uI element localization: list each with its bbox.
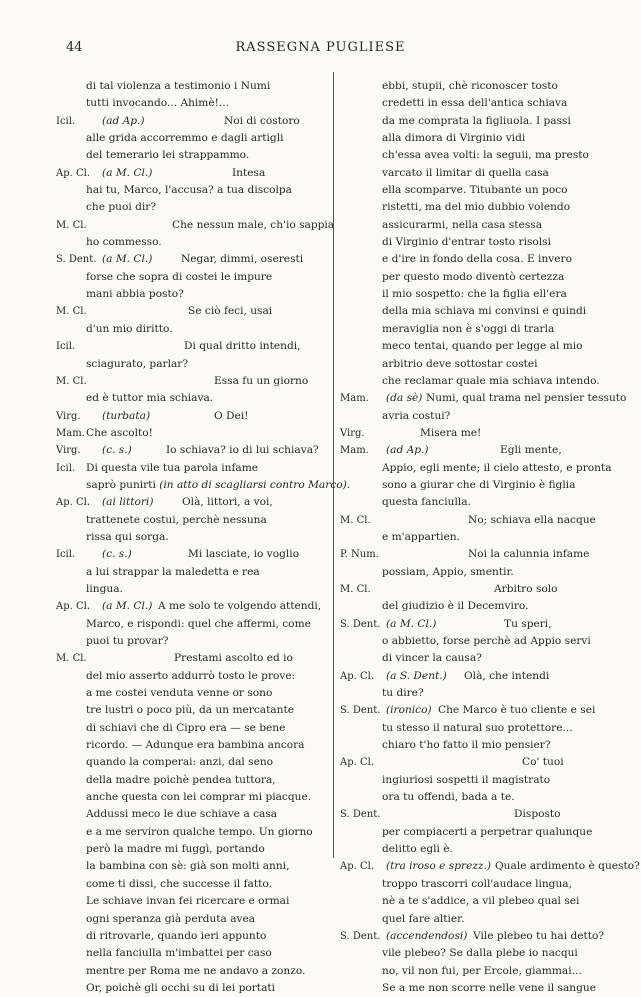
verse-line [340,598,610,615]
speaker-label: S. Dent. [340,930,381,942]
verse-text: come ti dissi, che successe il fatto. [86,877,272,890]
verse-line [340,737,610,754]
verse-text: del giudizio è il Decemviro. [382,600,529,613]
verse-text: forse che sopra di costei le impure [86,270,273,283]
stage-direction: (da sè) [386,392,423,405]
stage-direction: (accendendosi) [386,929,468,942]
stage-direction: (ad Ap.) [386,444,429,457]
verse-line [340,980,610,997]
verse-line [340,841,610,858]
verse-line [340,165,610,182]
verse-line [340,442,610,459]
verse-line [56,182,326,199]
verse-text: per compiacerti a perpetrar qualunque [382,825,593,838]
verse-line [340,373,610,390]
verse-text: Che Marco è tuo cliente e sei [438,704,596,717]
verse-line [56,460,326,477]
verse-text: arbitrio deve sottostar costei [382,357,538,370]
page-header [0,40,641,62]
verse-line [56,442,326,459]
verse-text: ho commesso. [86,236,162,249]
verse-line [56,893,326,910]
verse-text: no, vil non fui, per Ercole, giammai... [382,964,582,977]
verse-text: saprò punirti [86,478,156,491]
stage-direction: (a M. Cl.) [386,617,437,630]
verse-text: della madre poichè pendea tuttora, [86,773,276,786]
verse-line [56,754,326,771]
verse-line [56,685,326,702]
verse-line [56,269,326,286]
verse-text: Noi di costoro [224,114,300,127]
stage-direction: (tra iroso e sprezz.) [386,860,492,873]
verse-text: avria costui? [382,409,451,422]
verse-line [340,806,610,823]
verse-text: O Dei! [214,409,249,422]
verse-text: ed è tuttor mia schiava. [86,392,214,405]
verse-text: la bambina con sè: già son molti anni, [86,860,290,873]
speaker-label: Icil. [56,341,76,353]
verse-text: puoi tu provar? [86,635,169,647]
verse-text: rissa qui sorga. [86,530,169,543]
verse-text: del temerario lei strappammo. [86,149,250,162]
verse-line [340,408,610,425]
stage-direction: (c. s.) [102,444,132,457]
verse-text: mentre per Roma me ne andavo a zonzo. [86,964,306,977]
verse-line [56,95,326,112]
verse-text: quando la comperai: anzi, dal seno [86,756,274,769]
verse-line [340,564,610,581]
verse-line [56,546,326,563]
verse-text: tu stesso il natural suo protettore... [382,721,573,734]
verse-text: Egli mente, [500,444,562,457]
verse-text: e m'appartien. [382,530,460,543]
verse-line [56,928,326,945]
verse-text: Or, poichè gli occhi su di lei portati [86,981,276,994]
verse-line [340,217,610,234]
stage-direction: (c. s.) [102,548,132,561]
verse-line [56,165,326,182]
verse-line [56,564,326,581]
stage-direction: (ai littori) [102,496,154,509]
verse-text: troppo trascorri coll'audace lingua, [382,877,572,890]
speaker-label: M. Cl. [56,653,87,665]
verse-text: varcato il limitar di quella casa [382,166,549,179]
verse-text: sono a giurar che di Virginio è figlia [382,478,576,491]
speaker-label: M. Cl. [56,219,87,231]
verse-text: Co' tuoi [522,756,564,769]
verse-text: Mi lasciate, io voglio [188,548,300,561]
speaker-label: M. Cl. [340,514,371,526]
verse-line [56,963,326,980]
verse-text: Disposto [514,808,561,821]
verse-text: di schiavi che di Cipro era — se bene [86,721,286,734]
speaker-label: Ap. Cl. [340,670,375,682]
verse-text: di tal violenza a testimonio i Numi [86,80,271,92]
verse-line [56,720,326,737]
verse-line [340,546,610,563]
verse-text: Io schiava? io di lui schiava? [166,444,319,457]
verse-text: tu dire? [382,687,424,700]
verse-line [56,199,326,216]
verse-text: Se a me non scorre nelle vene il sangue [382,981,596,994]
stage-direction: (a M. Cl.) [102,600,153,613]
verse-text: credetti in essa dell'antica schiava [382,97,568,110]
stage-direction: (turbata) [102,409,151,422]
page-number: 44 [66,40,83,55]
verse-text: sciagurato, parlar? [86,357,189,370]
verse-line [340,529,610,546]
verse-line [340,911,610,928]
stage-direction: (a M. Cl.) [102,166,153,179]
verse-text: Appio, egli mente; il cielo attesto, e pronta [382,461,612,474]
verse-text: Essa fu un giorno [214,374,309,387]
verse-text: Se ciò feci, usai [188,305,273,318]
verse-line [340,633,610,650]
column-divider [333,72,334,858]
speaker-label: Ap. Cl. [340,757,375,769]
verse-line [56,356,326,373]
verse-line [340,772,610,789]
speaker-label: Ap. Cl. [56,167,91,179]
verse-text: di vincer la causa? [382,652,482,665]
speaker-label: Icil. [56,549,76,561]
verse-line [56,373,326,390]
verse-line [56,737,326,754]
verse-text: meraviglia non è s'oggi di trarla [382,322,555,335]
verse-line [340,858,640,875]
verse-text: Misera me! [420,426,482,439]
verse-line [56,616,326,633]
verse-line [56,633,326,650]
verse-text: nè a te s'addice, a vil plebeo qual sei [382,895,580,908]
verse-text: meco tentai, quando per legge al mio [382,340,583,353]
verse-text: No; schiava ella nacque [468,513,596,526]
verse-text: ebbi, stupii, chè riconoscer tosto [382,80,558,92]
speaker-label: S. Dent. [340,809,381,821]
verse-text: Olà, littori, a voi, [182,496,273,509]
verse-line [56,286,326,303]
verse-text: Vile plebeo tu hai detto? [473,929,605,942]
verse-line [56,876,326,893]
stage-direction: (a M. Cl.) [102,253,153,266]
verse-line [340,338,610,355]
verse-text: ricordo. — Adunque era bambina ancora [86,739,305,752]
speaker-label: S. Dent. [56,254,97,266]
verse-text: della mia schiava mi convinsi e quindi [382,305,587,318]
verse-text: Le schiave invan fei ricercare e ormai [86,895,290,908]
verse-line [340,286,610,303]
verse-line [56,113,326,130]
verse-text: di Virginio d'entrar tosto risolsi [382,236,551,249]
verse-text: Numi, qual trama nel pensier tessuto [426,392,627,405]
verse-line [56,980,326,997]
speaker-label: Icil. [56,462,76,474]
verse-text: tutti invocando... Ahimè!... [86,97,229,110]
verse-line [56,581,326,598]
speaker-label: Ap. Cl. [56,497,91,509]
verse-line [340,356,610,373]
speaker-label: Ap. Cl. [340,861,375,873]
verse-line [56,512,326,529]
stage-direction: (ad Ap.) [102,114,145,127]
verse-line [56,789,326,806]
verse-text: ogni speranza già perduta avea [86,912,256,925]
verse-line [56,806,326,823]
verse-text: che reclamar quale mia schiava intendo. [382,374,600,387]
verse-line [340,945,610,962]
verse-text: che puoi dir? [86,201,157,214]
verse-text: alla dimora di Virginio vidi [382,132,526,145]
verse-text: ristetti, ma del mio dubbio volendo [382,201,571,214]
verse-text: Negar, dimmi, oseresti [181,253,304,266]
speaker-label: S. Dent. [340,618,381,630]
verse-line [56,494,326,511]
verse-line [56,78,326,95]
verse-line [56,217,335,234]
verse-text: trattenete costui, perchè nessuna [86,513,267,526]
verse-text: lingua. [86,582,123,595]
verse-line [340,234,610,251]
speaker-label: Virg. [340,427,365,439]
verse-text: questa fanciulla. [382,496,471,509]
verse-line [340,876,610,893]
verse-line [340,321,610,338]
verse-line [340,113,610,130]
verse-line [56,702,326,719]
verse-line [340,702,610,719]
verse-text: assicurarmi, nella casa stessa [382,218,543,231]
verse-text: mani abbia posto? [86,288,184,301]
verse-line [56,911,326,928]
verse-line [56,772,326,789]
verse-text: Prestami ascolto ed io [174,652,293,665]
verse-text: Che ascolto! [86,426,153,439]
verse-line [340,147,610,164]
verse-line [340,269,610,286]
stage-direction: (a S. Dent.) [386,669,447,682]
verse-text: nella fanciulla m'imbattei per caso [86,947,272,960]
verse-line [340,251,610,268]
verse-line [56,529,326,546]
verse-text: alle grida accorremmo e dagli artigli [86,132,284,145]
verse-text: di ritrovarle, quando ieri appunto [86,929,267,942]
verse-line [56,945,326,962]
verse-line [56,841,326,858]
verse-text: però la madre mi fuggì, portando [86,843,265,856]
verse-line [56,147,326,164]
verse-text: e a me serviron qualche tempo. Un giorno [86,825,313,838]
speaker-label: Virg. [56,410,81,422]
speaker-label: Icil. [56,115,76,127]
verse-text: ella scomparve. Titubante un poco [382,184,568,197]
verse-text: Addussi meco le due schiave a casa [86,808,278,821]
verse-line [56,338,326,355]
verse-text: Che nessun male, ch'io sappia [172,218,335,231]
verse-text: delitto egli è. [382,843,453,856]
left-column [56,78,351,997]
speaker-label: Mam. [340,445,369,457]
verse-line [340,95,610,112]
verse-line [340,685,610,702]
verse-text: Arbitro solo [494,582,558,595]
verse-line [340,824,610,841]
verse-text: ch'essa avea volti: la seguii, ma presto [382,149,589,162]
verse-line [340,199,610,216]
verse-line [340,963,610,980]
verse-text: Di qual dritto intendi, [184,340,301,353]
speaker-label: Virg. [56,445,81,457]
speaker-label: P. Num. [340,549,379,561]
verse-text: d'un mio diritto. [86,322,173,335]
speaker-label: S. Dent. [340,705,381,717]
verse-text: da me comprata la figliuola. I passi [382,114,571,127]
verse-line [340,512,610,529]
verse-line [340,494,610,511]
verse-text: per questo modo diventò certezza [382,270,565,283]
speaker-label: M. Cl. [56,375,87,387]
verse-text: il mio sospetto: che la figlia ell'era [382,288,567,301]
verse-line [56,303,326,320]
verse-text: Tu speri, [504,617,552,630]
verse-text: Olà, che intendi [464,669,550,682]
verse-line [56,668,326,685]
verse-line [340,303,610,320]
verse-line [340,928,610,945]
verse-line [56,321,326,338]
verse-line [56,477,351,494]
verse-text: ingiuriosi sospetti il magistrato [382,773,551,786]
verse-text: anche questa con lei comprar mi piacque. [86,791,312,804]
verse-text: a me costei venduta venne or sono [86,687,273,700]
verse-line [340,477,610,494]
speaker-label: Mam. [56,427,85,439]
verse-text: ora tu offendi, bada a te. [382,791,515,804]
journal-title: RASSEGNA PUGLIESE [235,40,406,55]
verse-text: Di questa vile tua parola infame [86,461,259,474]
verse-text: A me solo te volgendo attendi, [158,600,322,613]
verse-line [340,668,610,685]
verse-line [340,390,627,407]
verse-line [340,130,610,147]
verse-text: chiaro t'ho fatto il mio pensier? [382,739,551,752]
verse-line [56,408,326,425]
verse-text: Noi la calunnia infame [468,548,590,561]
verse-line [340,789,610,806]
verse-text: Quale ardimento è questo? [495,860,640,873]
verse-line [56,650,326,667]
speaker-label: M. Cl. [340,583,371,595]
verse-text: possiam, Appio, smentir. [382,565,514,578]
verse-text: Intesa [232,166,266,179]
speaker-label: M. Cl. [56,306,87,318]
verse-text: tre lustri o poco più, da un mercatante [86,704,295,717]
speaker-label: Mam. [340,393,369,405]
verse-text: o abbietto, forse perchè ad Appio servi [382,635,591,647]
verse-line [56,858,326,875]
verse-line [56,824,326,841]
verse-text: del mio asserto addurrò tosto le prove: [86,669,296,682]
verse-line [56,390,326,407]
verse-text: e d'ire in fondo della cosa. E invero [382,253,572,266]
verse-line [340,616,610,633]
verse-line [340,182,610,199]
verse-line [56,425,326,442]
verse-text: hai tu, Marco, l'accusa? a tua discolpa [86,184,292,197]
verse-line [340,460,610,477]
verse-text: quel fare altier. [382,912,465,925]
verse-line [340,581,610,598]
verse-line [340,425,610,442]
verse-line [340,650,610,667]
verse-text: a lui strappar la maledetta e rea [86,565,260,578]
verse-line [340,78,610,95]
verse-line [56,251,326,268]
verse-text: Marco, e rispondi: quel che affermi, come [86,617,311,630]
verse-line [56,234,326,251]
verse-line [340,754,610,771]
verse-line [340,720,610,737]
stage-direction: (in atto di scagliarsi contro Marco). [159,478,351,491]
speaker-label: Ap. Cl. [56,601,91,613]
stage-direction: (ironico) [386,704,432,717]
verse-line [340,893,610,910]
verse-line [56,130,326,147]
right-column [340,78,640,997]
verse-line [56,598,326,615]
verse-text: vile plebeo? Se dalla plebe io nacqui [382,947,578,960]
